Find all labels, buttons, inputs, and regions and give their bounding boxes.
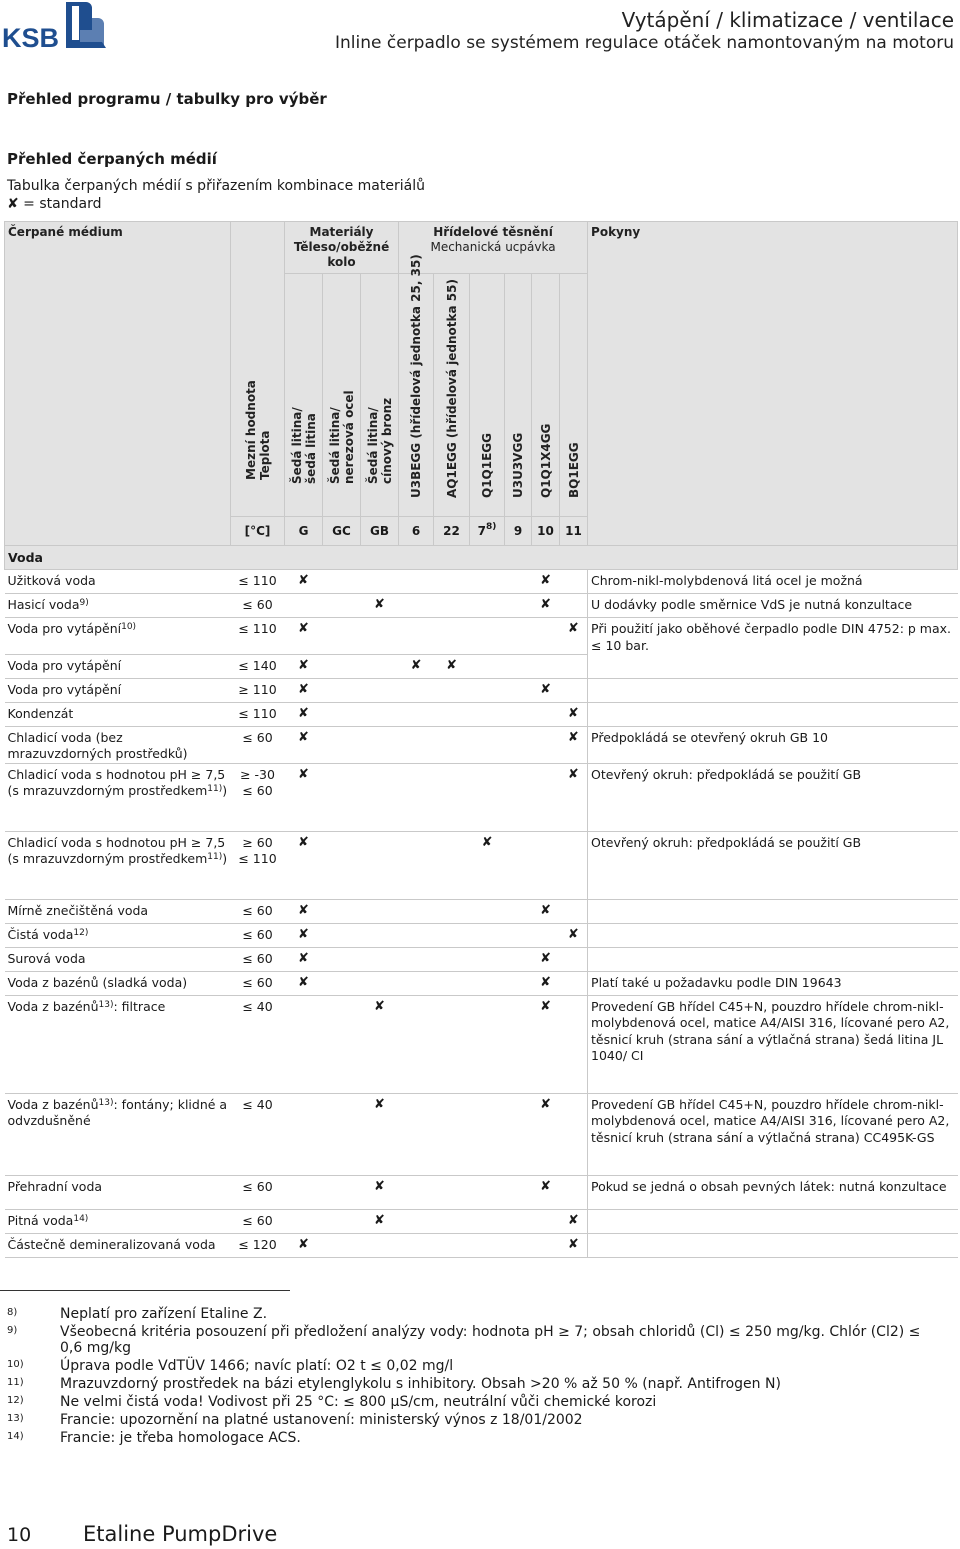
cell-gc [323,1175,361,1209]
cell-gc [323,1209,361,1233]
cell-c11 [560,1175,588,1209]
cell-c9 [505,995,532,1093]
cell-medium: Chladicí voda (bez mrazuvzdorných prostředků) [5,726,231,763]
cell-gc [323,1233,361,1257]
cell-c9 [505,899,532,923]
cell-g: ✘ [285,618,323,655]
cell-c22: ✘ [434,654,470,678]
intro-text: Tabulka čerpaných médií s přiřazením kombinace materiálů [7,178,425,194]
unit-22: 22 [434,517,470,546]
unit-10: 10 [532,517,560,546]
cell-temperature: ≤ 60 [231,923,285,947]
footnote-text: Francie: je třeba homologace ACS. [60,1430,301,1446]
footnote-number: 12) [7,1395,24,1406]
cell-medium: Částečně demineralizovaná voda [5,1233,231,1257]
cell-note: Pokud se jedná o obsah pevných látek: nutná konzultace [588,1175,958,1209]
cell-c9 [505,678,532,702]
header-medium: Čerpané médium [5,222,231,517]
legend-text: ✘ = standard [7,196,102,212]
cell-gc [323,923,361,947]
cell-temperature: ≤ 120 [231,1233,285,1257]
cell-c22 [434,899,470,923]
cell-c10 [532,618,560,655]
cell-note [588,678,958,702]
header-col-7: Q1Q1EGG [470,274,505,517]
cell-c9 [505,618,532,655]
cell-c10: ✘ [532,594,560,618]
cell-note: Otevřený okruh: předpokládá se použití GB [588,763,958,831]
cell-g: ✘ [285,726,323,763]
cell-c22 [434,726,470,763]
cell-gc [323,947,361,971]
unit-temp: [°C] [231,517,285,546]
cell-note [588,947,958,971]
header-col-11: BQ1EGG [560,274,588,517]
cell-g: ✘ [285,947,323,971]
section-voda: Voda [5,546,958,570]
cell-c7 [470,923,505,947]
table-row [5,923,958,947]
cell-medium: Chladicí voda s hodnotou pH ≥ 7,5 (s mrazuvzdorným prostředkem$^{11)}$) [5,831,231,899]
cell-medium: Voda z bazénů (sladká voda) [5,971,231,995]
table-row [5,618,958,655]
cell-gb [361,618,399,655]
cell-medium: Přehradní voda [5,1175,231,1209]
cell-temperature: ≤ 110 [231,702,285,726]
cell-c10: ✘ [532,971,560,995]
cell-c9 [505,923,532,947]
cell-medium: Mírně znečištěná voda [5,899,231,923]
cell-gb: ✘ [361,1209,399,1233]
cell-c9 [505,726,532,763]
cell-c6 [399,678,434,702]
cell-g [285,995,323,1093]
cell-c11: ✘ [560,923,588,947]
cell-c10: ✘ [532,995,560,1093]
footnote-text: Mrazuvzdorný prostředek na bázi etylenglykolu s inhibitory. Obsah >20 % až 50 % (např. Antifrogen N) [60,1376,781,1392]
cell-c11 [560,971,588,995]
header-title: Vytápění / klimatizace / ventilace [621,8,954,32]
cell-gb [361,831,399,899]
cell-medium: Voda pro vytápění$^{10)}$ [5,618,231,655]
table-row [5,570,958,594]
cell-note: Chrom-nikl-molybdenová litá ocel je možná [588,570,958,594]
cell-c11 [560,654,588,678]
cell-g [285,594,323,618]
cell-g [285,1175,323,1209]
cell-temperature: ≤ 60 [231,594,285,618]
cell-c11: ✘ [560,1209,588,1233]
cell-gb [361,570,399,594]
cell-gc [323,831,361,899]
cell-c9 [505,947,532,971]
cell-medium: Surová voda [5,947,231,971]
header-col-gb: Šedá litina/ cínový bronz [361,274,399,517]
footnote-number: 8) [7,1307,18,1318]
cell-c22 [434,831,470,899]
cell-c10: ✘ [532,678,560,702]
cell-g: ✘ [285,899,323,923]
cell-gc [323,971,361,995]
cell-c22 [434,947,470,971]
cell-c22 [434,1209,470,1233]
cell-c6 [399,971,434,995]
cell-c22 [434,570,470,594]
footnote-text-cont: 0,6 mg/kg [60,1340,131,1356]
cell-c7 [470,594,505,618]
media-rows [5,570,958,1258]
cell-note [588,1209,958,1233]
cell-c6 [399,618,434,655]
cell-medium: Kondenzát [5,702,231,726]
cell-gb: ✘ [361,594,399,618]
media-table [4,221,957,1252]
cell-c7 [470,702,505,726]
cell-c11: ✘ [560,1233,588,1257]
cell-c6 [399,831,434,899]
cell-c9 [505,971,532,995]
cell-temperature: ≥ -30 ≤ 60 [231,763,285,831]
cell-c9 [505,1209,532,1233]
cell-c22 [434,971,470,995]
cell-c10 [532,702,560,726]
header-seal: Hřídelové těsnění Mechanická ucpávka [399,222,588,274]
cell-c7 [470,971,505,995]
header-col-9: U3U3VGG [505,274,532,517]
table-row [5,831,958,899]
cell-c9 [505,654,532,678]
cell-c7 [470,570,505,594]
cell-medium: Voda pro vytápění [5,654,231,678]
cell-gb: ✘ [361,1093,399,1175]
cell-c10 [532,726,560,763]
cell-temperature: ≤ 110 [231,618,285,655]
cell-g: ✘ [285,678,323,702]
cell-note [588,923,958,947]
cell-c22 [434,1093,470,1175]
header-subtitle: Inline čerpadlo se systémem regulace otáček namontovaným na motoru [335,33,954,53]
cell-medium: Hasicí voda$^{9)}$ [5,594,231,618]
cell-c6 [399,1209,434,1233]
cell-c10 [532,831,560,899]
cell-c7 [470,947,505,971]
unit-6: 6 [399,517,434,546]
cell-c11: ✘ [560,618,588,655]
cell-temperature: ≥ 110 [231,678,285,702]
cell-gc [323,726,361,763]
cell-medium: Čistá voda$^{12)}$ [5,923,231,947]
table-row [5,995,958,1093]
cell-c11 [560,995,588,1093]
table-row [5,763,958,831]
cell-g [285,1209,323,1233]
header-col-10: Q1Q1X4GG [532,274,560,517]
page-number: 10 [7,1524,32,1546]
cell-note: Provedení GB hřídel C45+N, pouzdro hřídele chrom-nikl-molybdenová ocel, matice A4/AISI 316, lícované pero A2, těsnicí kruh (strana sání a výtlačná strana) CC495K-GS [588,1093,958,1175]
cell-c6 [399,594,434,618]
table-row [5,1209,958,1233]
cell-c9 [505,763,532,831]
cell-gb: ✘ [361,995,399,1093]
cell-g: ✘ [285,702,323,726]
cell-c6 [399,1093,434,1175]
cell-g: ✘ [285,1233,323,1257]
cell-note: Při použití jako oběhové čerpadlo podle DIN 4752: p max. ≤ 10 bar. [588,618,958,655]
cell-gb [361,971,399,995]
cell-c10: ✘ [532,570,560,594]
unit-7: 7$^{8)}$ [470,517,505,546]
unit-g: G [285,517,323,546]
cell-gc [323,1093,361,1175]
cell-temperature: ≤ 110 [231,570,285,594]
cell-medium: Pitná voda$^{14)}$ [5,1209,231,1233]
footnote-text: Všeobecná kritéria posouzení při předložení analýzy vody: hodnota pH ≥ 7; obsah chloridů (Cl) ≤ 250 mg/kg. Chlór (Cl2) ≤ [60,1324,921,1340]
cell-c11 [560,594,588,618]
footnote-text: Francie: upozornění na platné ustanovení: ministerský výnos z 18/01/2002 [60,1412,583,1428]
cell-c11 [560,899,588,923]
cell-c22 [434,678,470,702]
footnotes [0,1306,960,1446]
cell-c22 [434,923,470,947]
cell-c22 [434,702,470,726]
unit-11: 11 [560,517,588,546]
cell-c6 [399,899,434,923]
cell-c11 [560,947,588,971]
cell-gc [323,594,361,618]
table-row [5,678,958,702]
cell-c22 [434,1233,470,1257]
cell-gb [361,947,399,971]
cell-c6 [399,570,434,594]
cell-g: ✘ [285,831,323,899]
cell-temperature: ≤ 140 [231,654,285,678]
cell-temperature: ≤ 60 [231,1209,285,1233]
cell-temperature: ≤ 40 [231,1093,285,1175]
cell-gc [323,654,361,678]
cell-c6: ✘ [399,654,434,678]
table-row [5,947,958,971]
table-row [5,702,958,726]
cell-c9 [505,1093,532,1175]
product-name: Etaline PumpDrive [83,1522,278,1546]
unit-gb: GB [361,517,399,546]
table-row [5,971,958,995]
cell-temperature: ≤ 40 [231,995,285,1093]
cell-note: U dodávky podle směrnice VdS je nutná konzultace [588,594,958,618]
header-col-gc: Šedá litina/ nerezová ocel [323,274,361,517]
cell-c6 [399,702,434,726]
cell-c10 [532,654,560,678]
footnote-number: 10) [7,1359,24,1370]
cell-gb [361,1233,399,1257]
cell-gb [361,678,399,702]
cell-c10: ✘ [532,1093,560,1175]
cell-note: Platí také u požadavku podle DIN 19643 [588,971,958,995]
cell-c9 [505,1175,532,1209]
cell-c7 [470,1233,505,1257]
cell-c7 [470,654,505,678]
cell-c22 [434,594,470,618]
cell-gb [361,726,399,763]
cell-c10: ✘ [532,947,560,971]
cell-c11 [560,1093,588,1175]
cell-g: ✘ [285,923,323,947]
cell-c6 [399,947,434,971]
cell-c7 [470,726,505,763]
cell-c11: ✘ [560,763,588,831]
cell-temperature: ≤ 60 [231,899,285,923]
cell-c6 [399,995,434,1093]
subsection-title: Přehled čerpaných médií [7,150,217,168]
cell-c11 [560,678,588,702]
cell-c6 [399,1233,434,1257]
ksb-logo-text: KSB [2,23,60,52]
footnote-text: Neplatí pro zařízení Etaline Z. [60,1306,268,1322]
cell-c7 [470,618,505,655]
cell-c7 [470,1093,505,1175]
cell-note: Otevřený okruh: předpokládá se použití GB [588,831,958,899]
cell-gc [323,763,361,831]
cell-gb [361,923,399,947]
cell-gb [361,763,399,831]
cell-c11 [560,570,588,594]
footnote-divider [0,1290,290,1291]
cell-c10 [532,1209,560,1233]
cell-gb: ✘ [361,1175,399,1209]
cell-gb [361,654,399,678]
cell-gc [323,702,361,726]
table-row [5,594,958,618]
cell-note [588,702,958,726]
table-row [5,1233,958,1257]
cell-medium: Chladicí voda s hodnotou pH ≥ 7,5 (s mrazuvzdorným prostředkem$^{11)}$) [5,763,231,831]
cell-temperature: ≥ 60 ≤ 110 [231,831,285,899]
cell-c6 [399,923,434,947]
cell-gb [361,899,399,923]
cell-c7 [470,678,505,702]
cell-gc [323,899,361,923]
footnote-text: Úprava podle VdTÜV 1466; navíc platí: O2 t ≤ 0,02 mg/l [60,1358,454,1374]
cell-gc [323,678,361,702]
cell-note [588,899,958,923]
cell-medium: Voda z bazénů$^{13)}$: fontány; klidné a odvzdušněné [5,1093,231,1175]
cell-g: ✘ [285,971,323,995]
header-limit: Mezní hodnota Teplota [231,222,285,517]
unit-gc: GC [323,517,361,546]
header-col-g: Šedá litina/ šedá litina [285,274,323,517]
ksb-logo [0,0,125,52]
cell-temperature: ≤ 60 [231,971,285,995]
cell-c7 [470,899,505,923]
cell-gc [323,618,361,655]
cell-note [588,1233,958,1257]
cell-g: ✘ [285,654,323,678]
cell-c22 [434,618,470,655]
cell-c11 [560,831,588,899]
cell-c9 [505,594,532,618]
cell-note: Provedení GB hřídel C45+N, pouzdro hřídele chrom-nikl-molybdenová ocel, matice A4/AISI 316, lícované pero A2, těsnicí kruh (strana sání a výtlačná strana) šedá litina JL 1040/ CI [588,995,958,1093]
cell-c22 [434,763,470,831]
cell-c6 [399,726,434,763]
cell-medium: Užitková voda [5,570,231,594]
footnote-number: 13) [7,1413,24,1424]
cell-gc [323,570,361,594]
cell-c7 [470,1209,505,1233]
cell-gc [323,995,361,1093]
cell-temperature: ≤ 60 [231,726,285,763]
unit-9: 9 [505,517,532,546]
cell-c10 [532,923,560,947]
cell-c6 [399,1175,434,1209]
cell-c22 [434,1175,470,1209]
table-row [5,654,958,678]
table-row [5,1175,958,1209]
cell-c9 [505,702,532,726]
cell-temperature: ≤ 60 [231,947,285,971]
cell-g: ✘ [285,570,323,594]
header-col-22: AQ1EGG (hřídelová jednotka 55) [434,274,470,517]
cell-c6 [399,763,434,831]
cell-medium: Voda z bazénů$^{13)}$: filtrace [5,995,231,1093]
cell-medium: Voda pro vytápění [5,678,231,702]
cell-c11: ✘ [560,702,588,726]
cell-note [588,654,958,678]
footnote-number: 9) [7,1325,18,1336]
cell-c7 [470,995,505,1093]
cell-c7: ✘ [470,831,505,899]
cell-c10 [532,763,560,831]
header-col-6: U3BEGG (hřídelová jednotka 25, 35) [399,274,434,517]
cell-c22 [434,995,470,1093]
cell-c10: ✘ [532,899,560,923]
cell-c7 [470,763,505,831]
cell-g [285,1093,323,1175]
table-row [5,726,958,763]
header-notes: Pokyny [588,222,958,546]
footnote-number: 11) [7,1377,24,1388]
cell-c9 [505,570,532,594]
cell-gb [361,702,399,726]
section-title: Přehled programu / tabulky pro výběr [7,90,327,108]
footnote-text: Ne velmi čistá voda! Vodivost při 25 °C: ≤ 800 µS/cm, neutrální vůči chemické korozi [60,1394,657,1410]
cell-c11: ✘ [560,726,588,763]
cell-c7 [470,1175,505,1209]
footnote-number: 14) [7,1431,24,1442]
cell-c9 [505,1233,532,1257]
header-materials: Materiály Těleso/oběžné kolo [285,222,399,274]
cell-note: Předpokládá se otevřený okruh GB 10 [588,726,958,763]
cell-c10: ✘ [532,1175,560,1209]
table-row [5,1093,958,1175]
cell-c9 [505,831,532,899]
cell-temperature: ≤ 60 [231,1175,285,1209]
cell-c10 [532,1233,560,1257]
table-row [5,899,958,923]
cell-g: ✘ [285,763,323,831]
